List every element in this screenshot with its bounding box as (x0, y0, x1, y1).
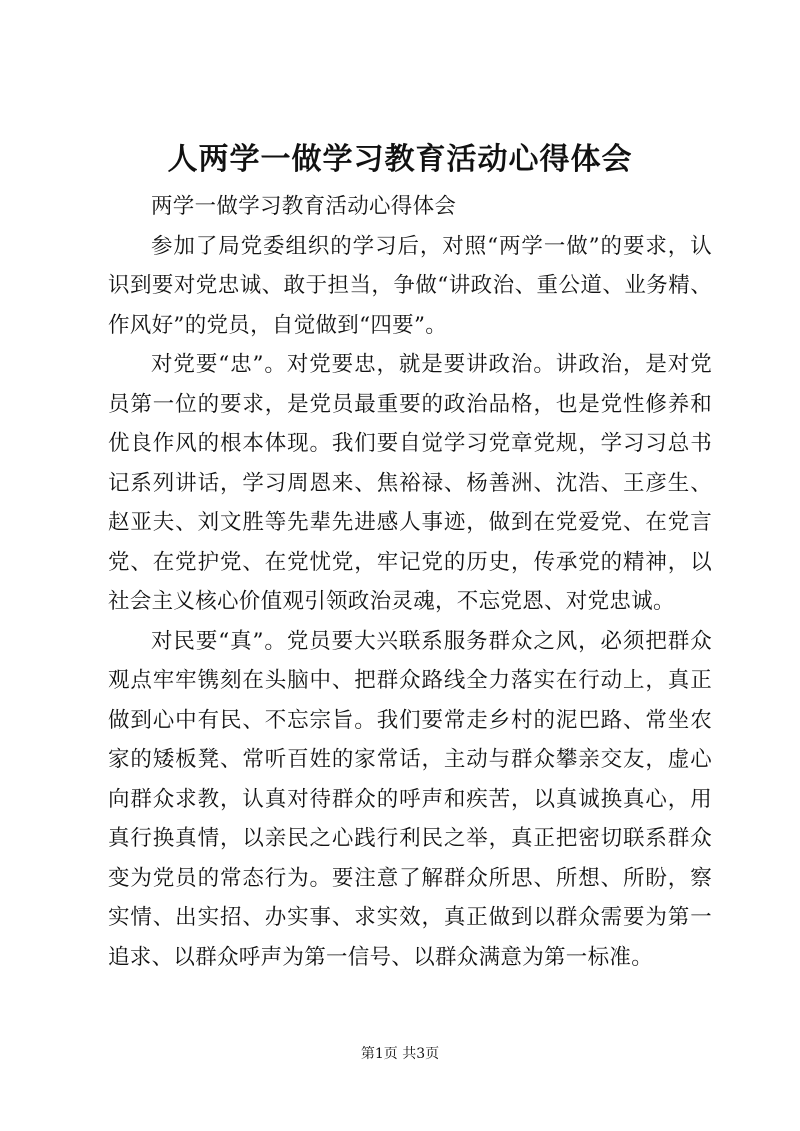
document-body (108, 187, 712, 977)
document-title: 人两学一做学习教育活动心得体会 (167, 142, 633, 177)
page-number: 第1页 共3页 (360, 1046, 440, 1062)
intro-paragraph: 参加了局党委组织的学习后，对照“两学一做”的要求，认识到要对党忠诚、敢于担当，争做“讲政治、重公道、业务精、作风好”的党员，自觉做到“四要”。 (108, 233, 712, 338)
subtitle-paragraph: 两学一做学习教育活动心得体会 (151, 194, 457, 219)
people-paragraph: 对民要“真”。党员要大兴联系服务群众之风，必须把群众观点牢牢镌刻在头脑中、把群众路线全力落实在行动上，真正做到心中有民、不忘宗旨。我们要常走乡村的泥巴路、常坐农家的矮板凳、常听百姓的家常话，主动与群众攀亲交友，虚心向群众求教，认真对待群众的呼声和疾苦，以真诚换真心，用真行换真情，以亲民之心践行利民之举，真正把密切联系群众变为党员的常态行为。要注意了解群众所思、所想、所盼，察实情、出实招、办实事、求实效，真正做到以群众需要为第一追求、以群众呼声为第一信号、以群众满意为第一标准。 (108, 628, 712, 970)
loyalty-paragraph: 对党要“忠”。对党要忠，就是要讲政治。讲政治，是对党员第一位的要求，是党员最重要的政治品格，也是党性修养和优良作风的根本体现。我们要自觉学习党章党规，学习习总书记系列讲话，学习周恩来、焦裕禄、杨善洲、沈浩、王彦生、赵亚夫、刘文胜等先辈先进感人事迹，做到在党爱党、在党言党、在党护党、在党忧党，牢记党的历史，传承党的精神，以社会主义核心价值观引领政治灵魂，不忘党恩、对党忠诚。 (108, 352, 712, 614)
